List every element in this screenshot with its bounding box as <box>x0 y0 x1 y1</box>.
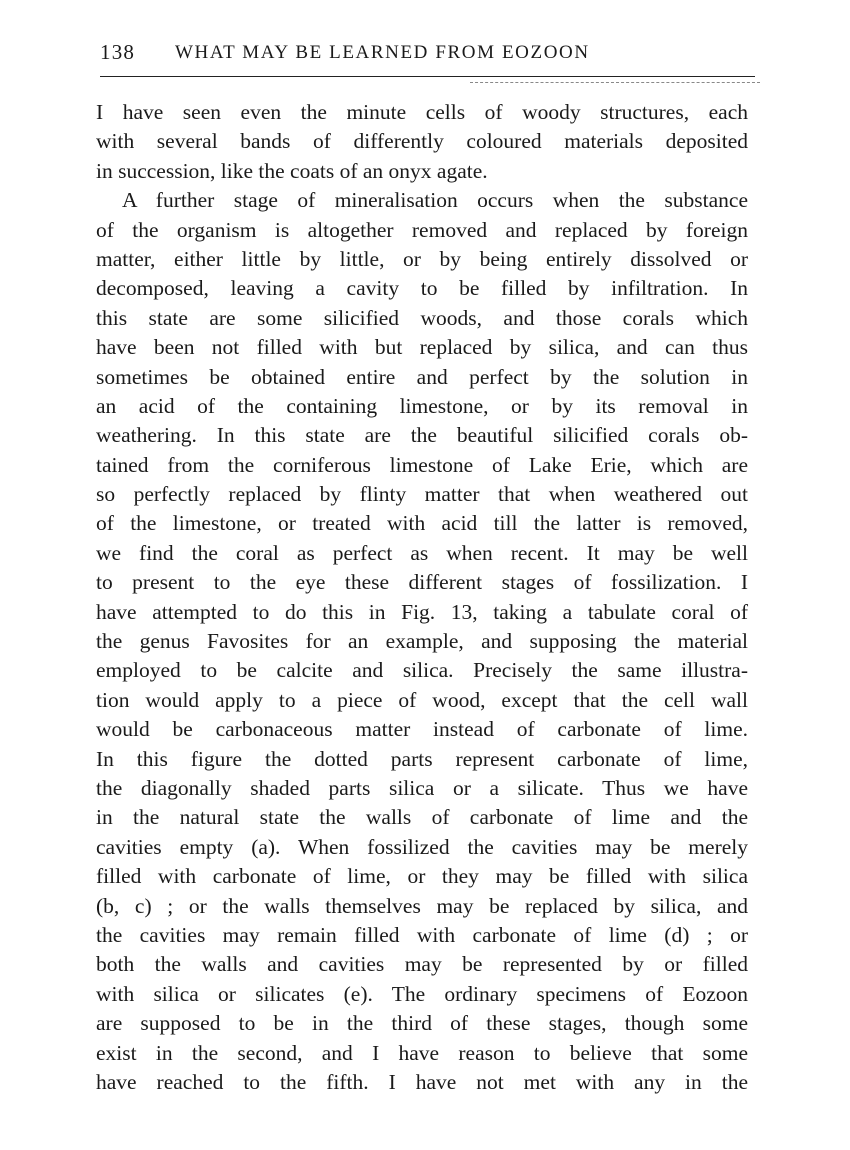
text-line: to present to the eye these different stages of fossilization. I <box>96 570 748 595</box>
text-line: of the limestone, or treated with acid till the latter is removed, <box>96 511 748 536</box>
text-line: with several bands of differently coloured materials deposited <box>96 129 748 154</box>
text-line: have reached to the fifth. I have not met with any in the <box>96 1069 748 1094</box>
text-line: an acid of the containing limestone, or by its removal in <box>96 393 748 418</box>
text-line: matter, either little by little, or by being entirely dissolved or <box>96 246 748 271</box>
text-line: employed to be calcite and silica. Precisely the same illustra- <box>96 658 748 683</box>
text-line: would be carbonaceous matter instead of carbonate of lime. <box>96 717 748 742</box>
text-line: the genus Favosites for an example, and supposing the material <box>96 629 748 654</box>
header-rule <box>100 76 755 77</box>
paragraph-start-line: A further stage of mineralisation occurs when the substance <box>122 188 748 213</box>
text-line: sometimes be obtained entire and perfect by the solution in <box>96 364 748 389</box>
text-line: In this figure the dotted parts represent carbonate of lime, <box>96 746 748 771</box>
body-text <box>96 98 748 1097</box>
text-line: have been not filled with but replaced by silica, and can thus <box>96 335 748 360</box>
text-line: weathering. In this state are the beautiful silicified corals ob- <box>96 423 748 448</box>
text-line: filled with carbonate of lime, or they may be filled with silica <box>96 864 748 889</box>
text-line: exist in the second, and I have reason to believe that some <box>96 1040 748 1065</box>
text-line: the cavities may remain filled with carbonate of lime (d) ; or <box>96 922 748 947</box>
text-line: cavities empty (a). When fossilized the cavities may be merely <box>96 834 748 859</box>
running-head <box>100 40 760 70</box>
text-line: I have seen even the minute cells of woody structures, each <box>96 100 748 124</box>
text-line: of the organism is altogether removed and replaced by foreign <box>96 217 748 242</box>
text-line: in succession, like the coats of an onyx agate. <box>96 158 488 183</box>
text-line: are supposed to be in the third of these stages, though some <box>96 1011 748 1036</box>
text-line: we find the coral as perfect as when recent. It may be well <box>96 540 748 565</box>
text-line: in the natural state the walls of carbonate of lime and the <box>96 805 748 830</box>
text-line: this state are some silicified woods, and those corals which <box>96 305 748 330</box>
running-title: WHAT MAY BE LEARNED FROM EOZOON <box>175 42 590 63</box>
text-line: both the walls and cavities may be represented by or filled <box>96 952 748 977</box>
text-line: decomposed, leaving a cavity to be filled by infiltration. In <box>96 276 748 301</box>
text-line: tained from the corniferous limestone of Lake Erie, which are <box>96 452 748 477</box>
page-number: 138 <box>100 40 136 64</box>
text-line: have attempted to do this in Fig. 13, taking a tabulate coral of <box>96 599 748 624</box>
header-rule-tail <box>470 82 760 83</box>
text-line: the diagonally shaded parts silica or a silicate. Thus we have <box>96 775 748 800</box>
text-line: (b, c) ; or the walls themselves may be replaced by silica, and <box>96 893 748 918</box>
text-line: so perfectly replaced by flinty matter that when weathered out <box>96 482 748 507</box>
text-line: with silica or silicates (e). The ordinary specimens of Eozoon <box>96 981 748 1006</box>
text-line: tion would apply to a piece of wood, except that the cell wall <box>96 687 748 712</box>
